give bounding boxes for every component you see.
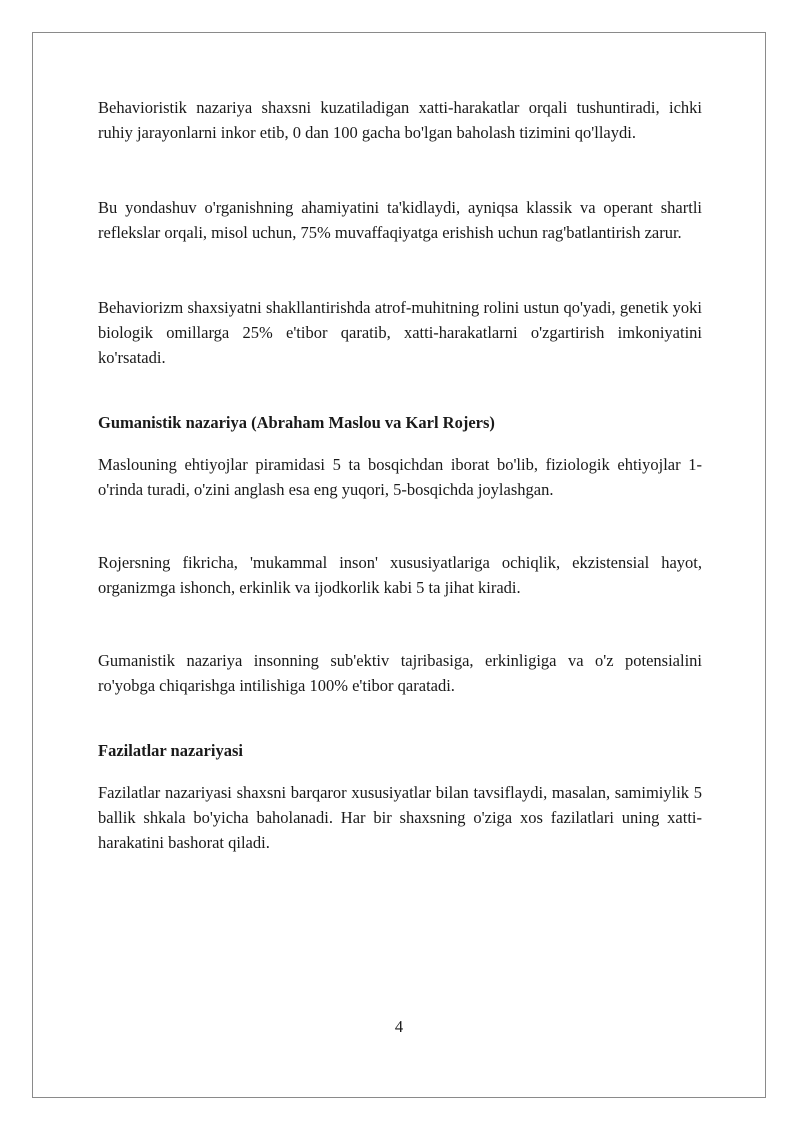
paragraph-rogers-person: Rojersning fikricha, 'mukammal inson' xususiyatlariga ochiqlik, ekzistensial hayot, organizmga ishonch, erkinlik va ijodkorlik kabi 5 ta jihat kiradi. (98, 553, 702, 597)
paragraph-behaviorism-environment: Behaviorizm shaxsiyatni shakllantirishda atrof-muhitning rolini ustun qo'yadi, genetik yoki biologik omillarga 25% e'tibor qaratib, xatti-harakatlarni o'zgartirish imkoniyatini ko'rsatadi. (98, 298, 702, 367)
heading-trait-theory: Fazilatlar nazariyasi (98, 741, 243, 760)
paragraph-behaviorist-intro: Behavioristik nazariya shaxsni kuzatiladigan xatti-harakatlar orqali tushuntiradi, ichki ruhiy jarayonlarni inkor etib, 0 dan 100 gacha bo'lgan baholash tizimini qo'llaydi. (98, 98, 702, 142)
page-content (98, 95, 702, 855)
paragraph-maslow-pyramid: Maslouning ehtiyojlar piramidasi 5 ta bosqichdan iborat bo'lib, fiziologik ehtiyojlar 1-o'rinda turadi, o'zini anglash esa eng yuqori, 5-bosqichda joylashgan. (98, 455, 702, 499)
heading-humanistic-theory: Gumanistik nazariya (Abraham Maslou va Karl Rojers) (98, 413, 495, 432)
paragraph-learning-approach: Bu yondashuv o'rganishning ahamiyatini ta'kidlaydi, ayniqsa klassik va operant shartli reflekslar orqali, misol uchun, 75% muvaffaqiyatga erishish uchun rag'batlantirish zarur. (98, 198, 702, 242)
document-page (32, 32, 766, 1098)
page-number: 4 (394, 1017, 404, 1036)
paragraph-trait-theory: Fazilatlar nazariyasi shaxsni barqaror xususiyatlar bilan tavsiflaydi, masalan, samimiylik 5 ballik shkala bo'yicha baholanadi. Har bir shaxsning o'ziga xos fazilatlari uning xatti-harakatini bashorat qiladi. (98, 783, 702, 852)
paragraph-humanistic-focus: Gumanistik nazariya insonning sub'ektiv tajribasiga, erkinligiga va o'z potensialini ro'yobga chiqarishga intilishiga 100% e'tibor qaratadi. (98, 651, 702, 695)
